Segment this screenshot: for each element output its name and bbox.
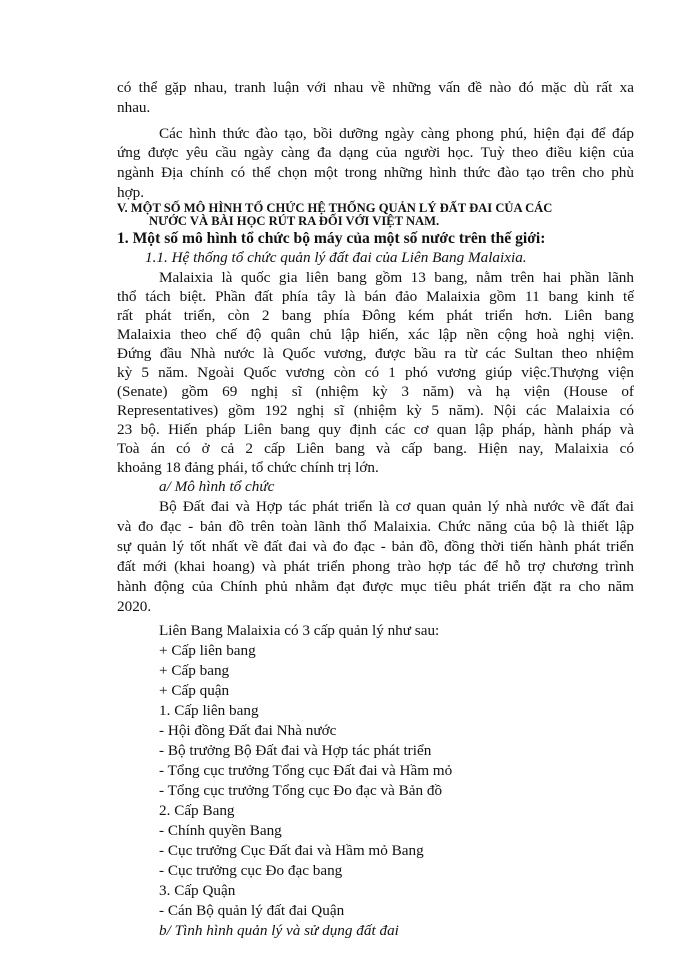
subsubsection-heading: 1.1. Hệ thống tổ chức quản lý đất đai của Liên Bang Malaixia. [145,249,527,266]
list-item: - Hội đồng Đất đai Nhà nước [159,722,337,739]
section-heading-cont: NƯỚC VÀ BÀI HỌC RÚT RA ĐỐI VỚI VIỆT NAM. [149,214,440,228]
list-item: - Tổng cục trưởng Tổng cục Đo đạc và Bản đồ [159,782,443,799]
text-line: kỳ 5 năm. Ngoài Quốc vương còn có 1 phó vương giúp việc.Thượng viện [117,364,634,381]
list-item: + Cấp liên bang [159,642,256,659]
list-item: - Bộ trưởng Bộ Đất đai và Hợp tác phát triển [159,742,432,759]
text-line: và đo đạc - bản đồ trên toàn lãnh thổ Malaixia. Chức năng của bộ là thiết lập [117,518,634,535]
text-line: sự quản lý tốt nhất về đất đai và đo đạc - bản đồ, đồng thời tiến hành phát triển [117,538,634,555]
list-item: - Cục trưởng cục Đo đạc bang [159,862,343,879]
text-line: Liên Bang Malaixia có 3 cấp quản lý như sau: [159,622,440,639]
text-line: 2020. [117,598,152,615]
text-line: Representatives) gồm 192 nghị sĩ (nhiệm kỳ 5 năm). Nội các Malaixia có [117,402,634,419]
text-line: Malaixia là quốc gia liên bang gồm 13 bang, nằm trên hai phần lãnh [159,269,634,286]
paragraph-heading: a/ Mô hình tổ chức [159,478,275,495]
list-item: 3. Cấp Quận [159,882,236,899]
text-line: hợp. [117,184,145,201]
text-line: rất phát triển, còn 2 bang phía Đông kém phát triển hơn. Liên bang [117,307,634,324]
list-item: - Tổng cục trưởng Tổng cục Đất đai và Hầm mỏ [159,762,453,779]
text-line: Toà án có ở cả 2 cấp Liên bang và cấp bang. Hiện nay, Malaixia có [117,440,634,457]
text-line: 23 bộ. Hiến pháp Liên bang quy định các cơ quan lập pháp, hành pháp và [117,421,634,438]
text-line: ứng được yêu cầu ngày càng đa dạng của người học. Tuỳ theo điều kiện của [117,144,634,161]
subsection-heading: 1. Một số mô hình tổ chức bộ máy của một số nước trên thế giới: [117,230,546,247]
list-item: 2. Cấp Bang [159,802,235,819]
list-item: 1. Cấp liên bang [159,702,259,719]
text-line: đất mới (khai hoang) và phát triển phong trào hợp tác để hỗ trợ chương trình [117,558,634,575]
text-line: khoảng 18 đảng phái, tổ chức chính trị lớn. [117,459,379,476]
list-item: + Cấp quận [159,682,230,699]
text-line: Bộ Đất đai và Hợp tác phát triển là cơ quan quản lý nhà nước về đất đai [159,498,634,515]
text-line: nhau. [117,99,151,116]
list-item: - Cán Bộ quản lý đất đai Quận [159,902,345,919]
text-line: (Senate) gồm 69 nghị sĩ (nhiệm kỳ 3 năm) và hạ viện (House of [117,383,634,400]
text-line: hành động của Chính phủ nhằm đạt được mục tiêu phát triển đặt ra cho năm [117,578,634,595]
paragraph-heading: b/ Tình hình quản lý và sử dụng đất đai [159,922,399,939]
text-line: thổ tách biệt. Phần đất phía tây là bán đảo Malaixia gồm 11 bang kinh tế [117,288,634,305]
text-line: Malaixia theo chế độ quân chủ lập hiến, xác lập nền cộng hoà nghị viện. [117,326,634,343]
text-line: Các hình thức đào tạo, bồi dưỡng ngày càng phong phú, hiện đại để đáp [159,125,634,142]
list-item: - Cục trưởng Cục Đất đai và Hầm mỏ Bang [159,842,424,859]
text-line: có thể gặp nhau, tranh luận với nhau về những vấn đề nào đó mặc dù rất xa [117,79,634,96]
list-item: - Chính quyền Bang [159,822,282,839]
text-line: ngành Địa chính có thể chọn một trong những hình thức đào tạo trên cho phù [117,164,634,181]
section-heading: V. MỘT SỐ MÔ HÌNH TỔ CHỨC HỆ THỐNG QUẢN LÝ ĐẤT ĐAI CỦA CÁC [117,201,553,215]
list-item: + Cấp bang [159,662,230,679]
text-line: Đứng đầu Nhà nước là Quốc vương, được bầu ra từ các Sultan theo nhiệm [117,345,634,362]
